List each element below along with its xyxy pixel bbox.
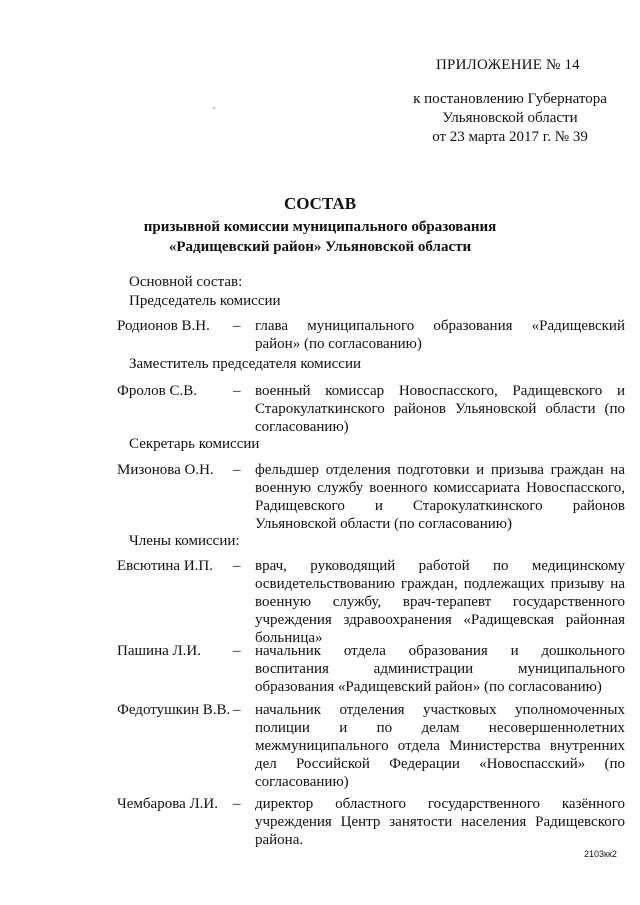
person-role: фельдшер отделения подготовки и призыва граждан на военную службу военного комиссариата Новоспасского, Радищевского и Старокулаткинского районов Ульяновской области (по согласованию)	[255, 462, 625, 532]
person-name: Пашина Л.И.	[117, 643, 202, 659]
person-name: Мизонова О.Н.	[117, 462, 214, 478]
decree-line: Ульяновской области	[442, 110, 578, 126]
dash: –	[233, 462, 241, 478]
decree-line: к постановлению Губернатора	[413, 91, 607, 107]
title-subtitle	[0, 217, 640, 257]
person-role: глава муниципального образования «Радищевский район» (по согласованию)	[255, 318, 625, 352]
dash: –	[233, 558, 241, 574]
person-name: Фролов С.В.	[117, 383, 197, 399]
person-name: Евсютина И.П.	[117, 558, 214, 574]
person-role: начальник отделения участковых уполномоченных полиции и по делам несовершеннолетних межмуниципального отдела Министерства внутренних дел Российской Федерации «Новоспасский» (по согласованию)	[255, 702, 625, 790]
person-name: Родионов В.Н.	[117, 318, 210, 334]
person-role: врач, руководящий работой по медицинскому освидетельствованию граждан, подлежащих призыву на военную службу, врач-терапевт государственного учреждения здравоохранения «Радищевская районная больница»	[255, 558, 625, 646]
person-name: Чембарова Л.И.	[117, 796, 218, 812]
dash: –	[233, 643, 241, 659]
section-secretary: Секретарь комиссии	[129, 436, 260, 452]
person-role: директор областного государственного казённого учреждения Центр занятости населения Радищевского района.	[255, 796, 625, 848]
title-main: СОСТАВ	[283, 194, 357, 213]
section-chairman: Председатель комиссии	[129, 293, 281, 309]
person-name: Федотушкин В.В.	[117, 702, 231, 718]
decree-reference	[400, 90, 620, 147]
person-role: военный комиссар Новоспасского, Радищевского и Старокулаткинского районов Ульяновской области (по согласованию)	[255, 383, 625, 435]
dash: –	[233, 383, 241, 399]
scan-speck	[213, 107, 215, 109]
section-deputy: Заместитель председателя комиссии	[129, 356, 362, 372]
dash: –	[233, 796, 241, 812]
document-title	[0, 194, 640, 257]
dash: –	[233, 702, 241, 718]
decree-line: от 23 марта 2017 г. № 39	[432, 129, 588, 145]
title-subtitle-line: «Радищевский район» Ульяновской области	[168, 239, 472, 255]
section-main-composition: Основной состав:	[129, 274, 243, 290]
appendix-number: ПРИЛОЖЕНИЕ № 14	[436, 57, 580, 73]
section-members: Члены комиссии:	[129, 533, 240, 549]
document-code: 2103кк2	[584, 849, 617, 859]
title-subtitle-line: призывной комиссии муниципального образования	[143, 219, 497, 235]
person-role: начальник отдела образования и дошкольного воспитания администрации муниципального образования «Радищевский район» (по согласованию)	[255, 643, 625, 695]
dash: –	[233, 318, 241, 334]
